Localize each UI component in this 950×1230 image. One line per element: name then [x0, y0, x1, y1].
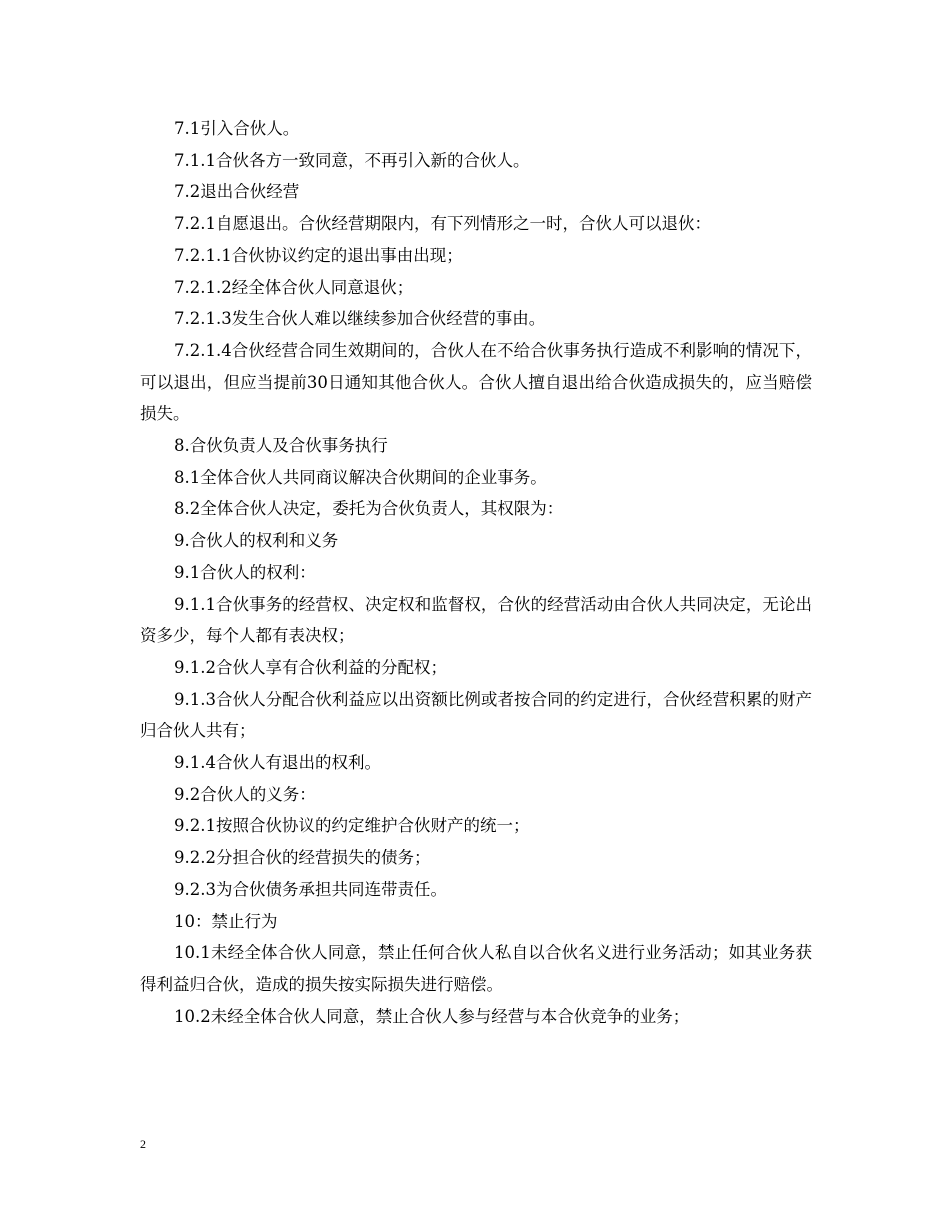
clause-9-2-1: 9.2.1按照合伙协议的约定维护合伙财产的统一；	[174, 816, 530, 836]
clause-9-1: 9.1合伙人的权利：	[174, 562, 316, 582]
document-body	[140, 113, 812, 1032]
clause-9-2-2: 9.2.2分担合伙的经营损失的债务；	[174, 848, 431, 868]
clause-7-2-1: 7.2.1自愿退出。合伙经营期限内，有下列情形之一时，合伙人可以退伙：	[174, 214, 711, 234]
clause-9-1-4: 9.1.4合伙人有退出的权利。	[174, 753, 381, 773]
clause-9-2: 9.2合伙人的义务：	[174, 784, 316, 804]
section-9-heading: 9.合伙人的权利和义务	[174, 531, 339, 551]
clause-7-2-1-4: 7.2.1.4合伙经营合同生效期间的，合伙人在不给合伙事务执行造成不利影响的情况下，可以退出，但应当提前30日通知其他合伙人。合伙人擅自退出给合伙造成损失的，应当赔偿损失。	[140, 340, 812, 424]
clause-10-2: 10.2未经全体合伙人同意，禁止合伙人参与经营与本合伙竞争的业务；	[174, 1006, 690, 1026]
clause-9-2-3: 9.2.3为合伙债务承担共同连带责任。	[174, 879, 447, 899]
clause-7-1: 7.1引入合伙人。	[174, 119, 300, 138]
clause-7-2-1-3: 7.2.1.3发生合伙人难以继续参加合伙经营的事由。	[174, 309, 546, 329]
clause-10-1: 10.1未经全体合伙人同意，禁止任何合伙人私自以合伙名义进行业务活动；如其业务获得利益归合伙，造成的损失按实际损失进行赔偿。	[140, 943, 812, 994]
page-number: 2	[140, 1137, 146, 1151]
clause-7-1-1: 7.1.1合伙各方一致同意，不再引入新的合伙人。	[174, 150, 530, 170]
clause-8-2: 8.2全体合伙人决定，委托为合伙负责人，其权限为：	[174, 499, 564, 519]
section-10-heading: 10：禁止行为	[174, 911, 278, 931]
clause-8-1: 8.1全体合伙人共同商议解决合伙期间的企业事务。	[174, 467, 547, 487]
section-8-heading: 8.合伙负责人及合伙事务执行	[174, 436, 388, 456]
clause-9-1-1: 9.1.1合伙事务的经营权、决定权和监督权，合伙的经营活动由合伙人共同决定，无论出资多少，每个人都有表决权；	[140, 594, 812, 646]
clause-9-1-3: 9.1.3合伙人分配合伙利益应以出资额比例或者按合同的约定进行，合伙经营积累的财产归合伙人共有；	[140, 689, 812, 741]
clause-7-2: 7.2退出合伙经营	[174, 182, 300, 202]
clause-9-1-2: 9.1.2合伙人享有合伙利益的分配权；	[174, 657, 447, 677]
clause-7-2-1-2: 7.2.1.2经全体合伙人同意退伙；	[174, 277, 414, 297]
clause-7-2-1-1: 7.2.1.1合伙协议约定的退出事由出现；	[174, 245, 463, 265]
